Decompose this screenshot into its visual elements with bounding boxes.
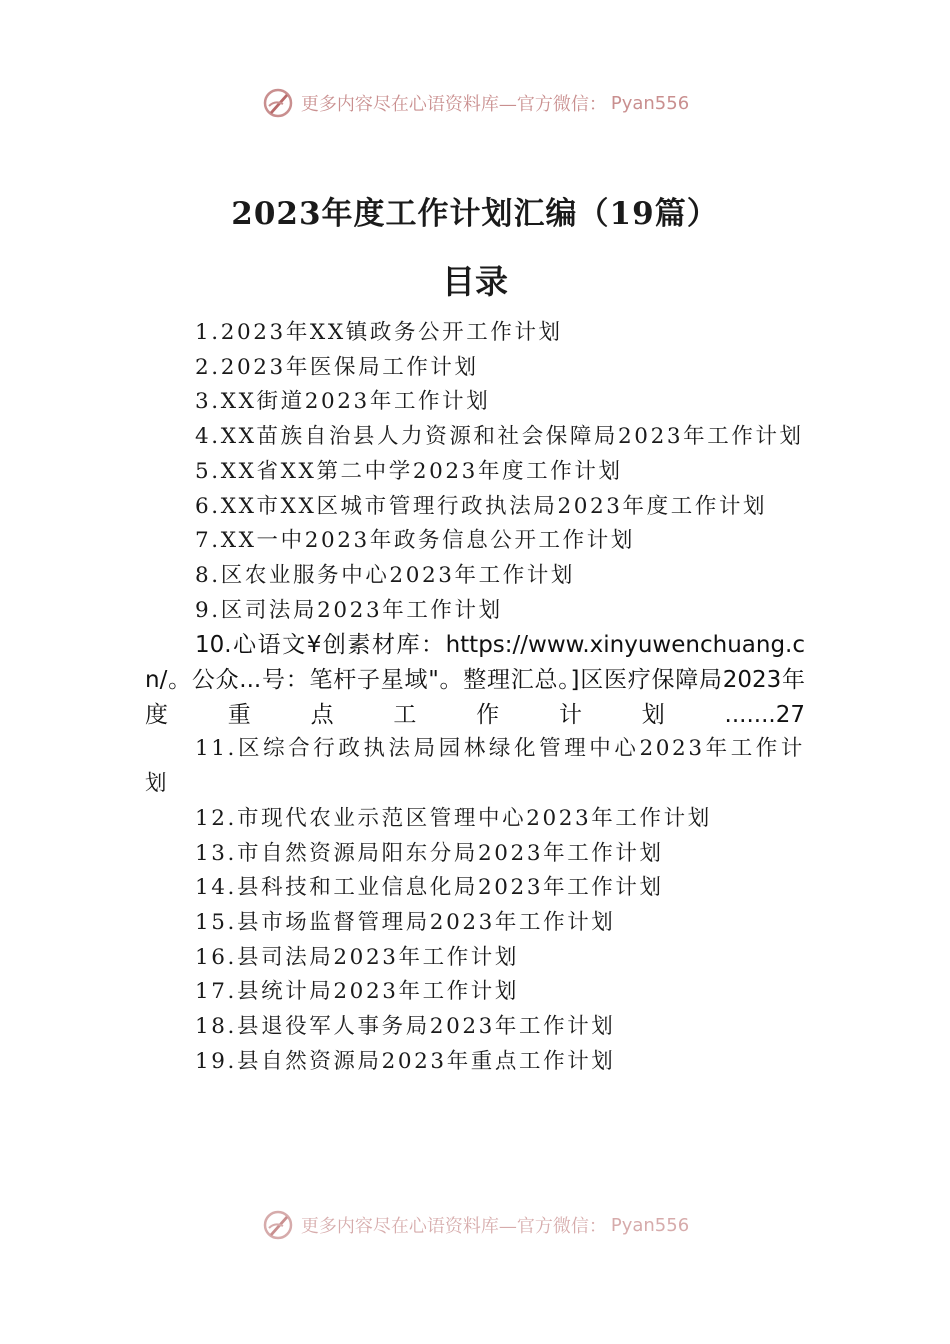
toc-item: 18.县退役军人事务局2023年工作计划 xyxy=(195,1014,616,1040)
toc-heading: 目录 xyxy=(442,262,508,301)
toc-item: 15.县市场监督管理局2023年工作计划 xyxy=(195,909,616,935)
toc-item: 4.XX苗族自治县人力资源和社会保障局2023年工作计划 xyxy=(195,424,804,450)
toc-item: 9.区司法局2023年工作计划 xyxy=(195,597,503,623)
toc-item: 13.市自然资源局阳东分局2023年工作计划 xyxy=(195,840,664,866)
document-title: 2023年度工作计划汇编（19篇） xyxy=(231,196,719,232)
watermark-text: 更多内容尽在心语资料库—官方微信： xyxy=(300,1216,607,1237)
footer-watermark xyxy=(0,1208,950,1242)
toc-item: 17.县统计局2023年工作计划 xyxy=(195,979,520,1005)
watermark-wechat-id: Pyan556 xyxy=(610,1214,690,1236)
toc-item: 7.XX一中2023年政务信息公开工作计划 xyxy=(195,528,635,554)
toc-item: 3.XX街道2023年工作计划 xyxy=(195,389,491,415)
watermark-wechat-id: Pyan556 xyxy=(610,92,690,114)
toc-item-with-ad-text: 10.心语文¥创素材库：https://www.xinyuwenchuang.cn/。公众...号：笔杆子星域"。整理汇总。]区医疗保障局2023年度重点工作计划.......27 xyxy=(145,632,805,728)
pen-logo-icon xyxy=(261,1208,295,1242)
toc-item: 2.2023年医保局工作计划 xyxy=(195,354,479,380)
toc-item: 11.区综合行政执法局园林绿化管理中心2023年工作计划 xyxy=(145,736,805,797)
toc-item: 6.XX市XX区城市管理行政执法局2023年度工作计划 xyxy=(195,493,768,519)
toc-item: 19.县自然资源局2023年重点工作计划 xyxy=(195,1048,616,1074)
toc-item: 8.区农业服务中心2023年工作计划 xyxy=(195,562,576,588)
toc-item: 1.2023年XX镇政务公开工作计划 xyxy=(195,320,563,345)
table-of-contents xyxy=(145,316,805,1079)
toc-item: 5.XX省XX第二中学2023年度工作计划 xyxy=(195,458,623,484)
toc-item: 16.县司法局2023年工作计划 xyxy=(195,944,520,970)
toc-item: 12.市现代农业示范区管理中心2023年工作计划 xyxy=(195,805,712,831)
watermark-text: 更多内容尽在心语资料库—官方微信： xyxy=(300,94,607,115)
header-watermark xyxy=(0,86,950,120)
toc-item: 14.县科技和工业信息化局2023年工作计划 xyxy=(195,875,664,901)
pen-logo-icon xyxy=(261,86,295,120)
